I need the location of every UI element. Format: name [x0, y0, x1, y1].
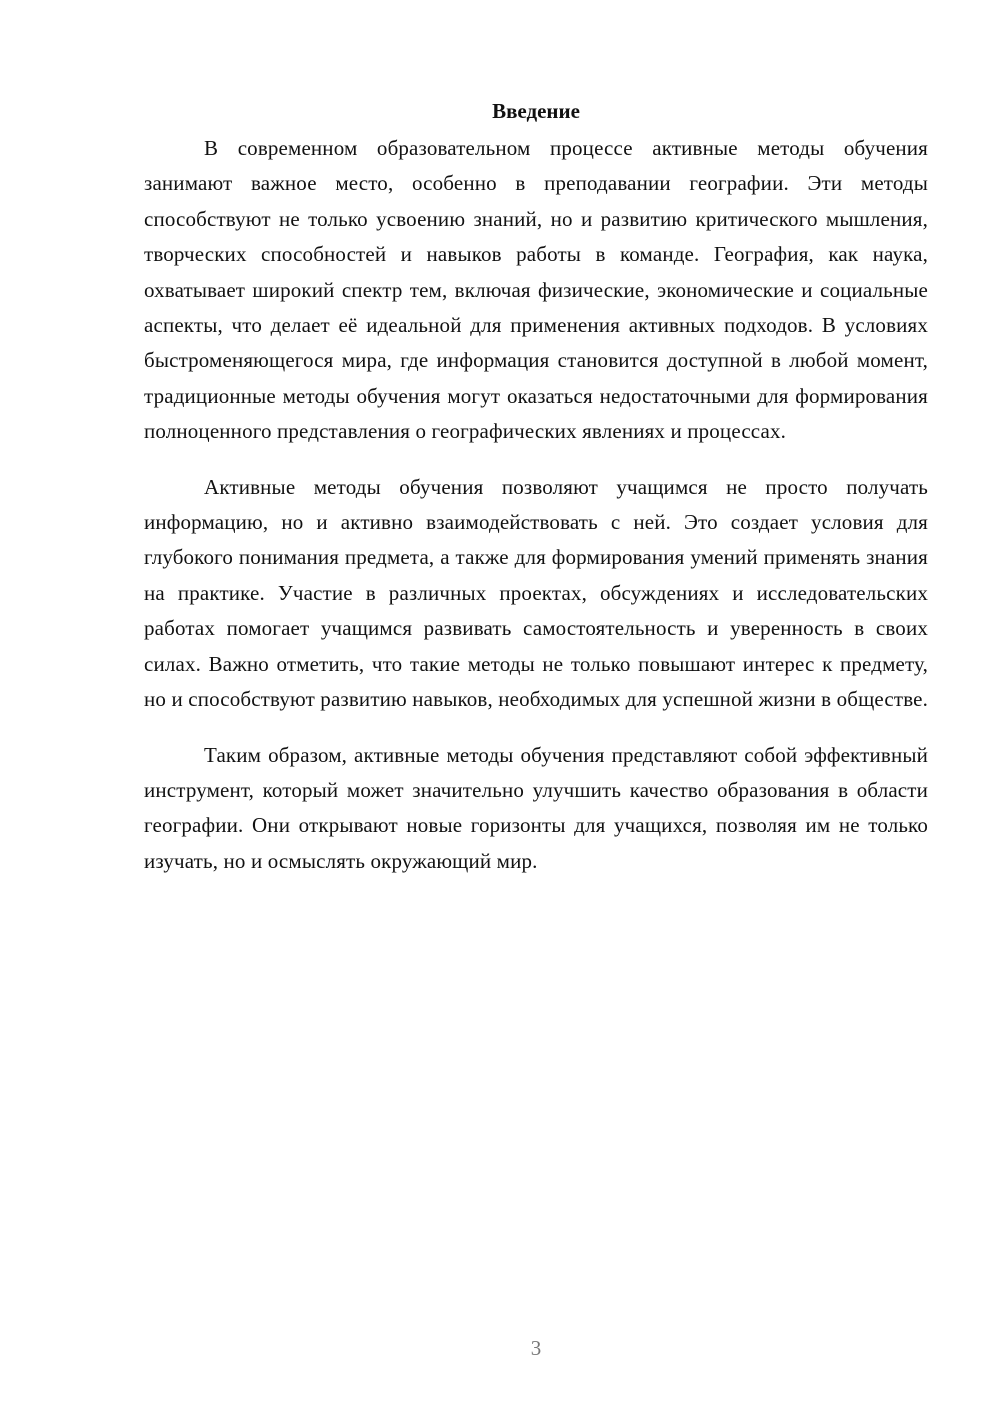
- paragraph-1: В современном образовательном процессе активные методы обучения занимают важное место, особенно в преподавании географии. Эти методы способствуют не только усвоению знаний, но и развитию критического мышления, творческих способностей и навыков работы в команде. География, как наука, охватывает широкий спектр тем, включая физические, экономические и социальные аспекты, что делает её идеальной для применения активных подходов. В условиях быстроменяющегося мира, где информация становится доступной в любой момент, традиционные методы обучения могут оказаться недостаточными для формирования полноценного представления о географических явлениях и процессах.: [144, 136, 928, 444]
- paragraph-3: Таким образом, активные методы обучения представляют собой эффективный инструмент, который может значительно улучшить качество образования в области географии. Они открывают новые горизонты для учащихся, позволяя им не только изучать, но и осмыслять окружающий мир.: [144, 742, 928, 873]
- paragraph-2: Активные методы обучения позволяют учащимся не просто получать информацию, но и активно взаимодействовать с ней. Это создает условия для глубокого понимания предмета, а также для формирования умений применять знания на практике. Участие в различных проектах, обсуждениях и исследовательских работах помогает учащимся развивать самостоятельность и уверенность в своих силах. Важно отметить, что такие методы не только повышают интерес к предмету, но и способствуют развитию навыков, необходимых для успешной жизни в обществе.: [144, 474, 929, 712]
- page-number: 3: [530, 1336, 542, 1360]
- section-title: Введение: [492, 99, 580, 123]
- page-content: [144, 96, 928, 899]
